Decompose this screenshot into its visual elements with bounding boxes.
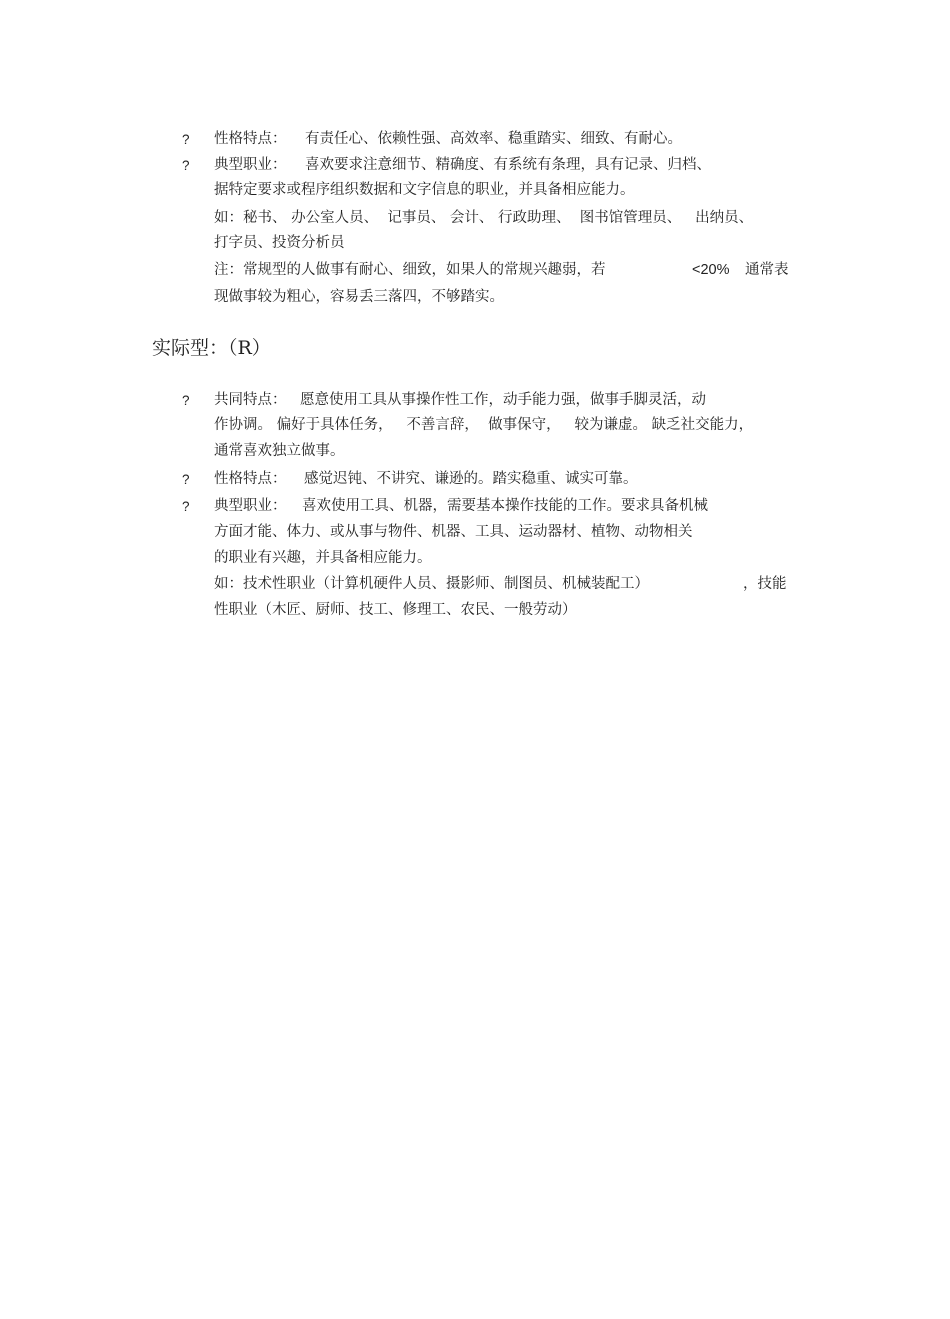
- common-traits-line3: 通常喜欢独立做事。: [214, 443, 345, 459]
- careers-text-line1: 喜欢使用工具、机器，需要基本操作技能的工作。要求具备机械: [302, 498, 708, 514]
- careers-text-line2: 据特定要求或程序组织数据和文字信息的职业，并具备相应能力。: [214, 182, 635, 198]
- careers-text-line1: 喜欢要求注意细节、精确度、有系统有条理，具有记录、归档、: [305, 157, 711, 173]
- personality-label: 性格特点：: [214, 471, 287, 487]
- note-line1: 注：常规型的人做事有耐心、细致，如果人的常规兴趣弱，若: [214, 262, 606, 278]
- careers-examples-line2: 打字员、投资分析员: [214, 235, 345, 251]
- bullet-marker: ?: [182, 158, 190, 173]
- common-traits-line2: 作协调。 偏好于具体任务， 不善言辞， 做事保守， 较为谦虚。 缺乏社交能力，: [214, 417, 754, 433]
- personality-text: 感觉迟钝、不讲究、谦逊的。踏实稳重、诚实可靠。: [304, 471, 638, 487]
- section-heading-realistic: 实际型：（R）: [152, 337, 271, 359]
- common-traits-line1: 愿意使用工具从事操作性工作，动手能力强，做事手脚灵活，动: [300, 392, 706, 408]
- personality-label: 性格特点：: [214, 131, 287, 147]
- careers-label: 典型职业：: [214, 498, 287, 514]
- bullet-marker: ?: [182, 499, 190, 514]
- careers-examples-line1-end: ，技能: [743, 576, 787, 592]
- note-line2: 现做事较为粗心，容易丢三落四，不够踏实。: [214, 289, 504, 305]
- note-percentage: <20%: [692, 262, 730, 278]
- careers-text-line2: 方面才能、体力、或从事与物件、机器、工具、运动器材、植物、动物相关: [214, 524, 693, 540]
- bullet-marker: ?: [182, 132, 190, 147]
- common-traits-label: 共同特点：: [214, 392, 287, 408]
- bullet-marker: ?: [182, 393, 190, 408]
- careers-text-line3: 的职业有兴趣，并具备相应能力。: [214, 550, 432, 566]
- personality-text: 有责任心、依赖性强、高效率、稳重踏实、细致、有耐心。: [305, 131, 682, 147]
- careers-label: 典型职业：: [214, 157, 287, 173]
- bullet-marker: ?: [182, 472, 190, 487]
- careers-examples-line1: 如：技术性职业（计算机硬件人员、摄影师、制图员、机械装配工）: [214, 576, 649, 592]
- careers-examples-line2: 性职业（木匠、厨师、技工、修理工、农民、一般劳动）: [214, 602, 577, 618]
- careers-examples-line1: 如：秘书、 办公室人员、 记事员、 会计、 行政助理、 图书馆管理员、 出纳员、: [214, 210, 754, 226]
- note-line1-end: 通常表: [745, 262, 789, 278]
